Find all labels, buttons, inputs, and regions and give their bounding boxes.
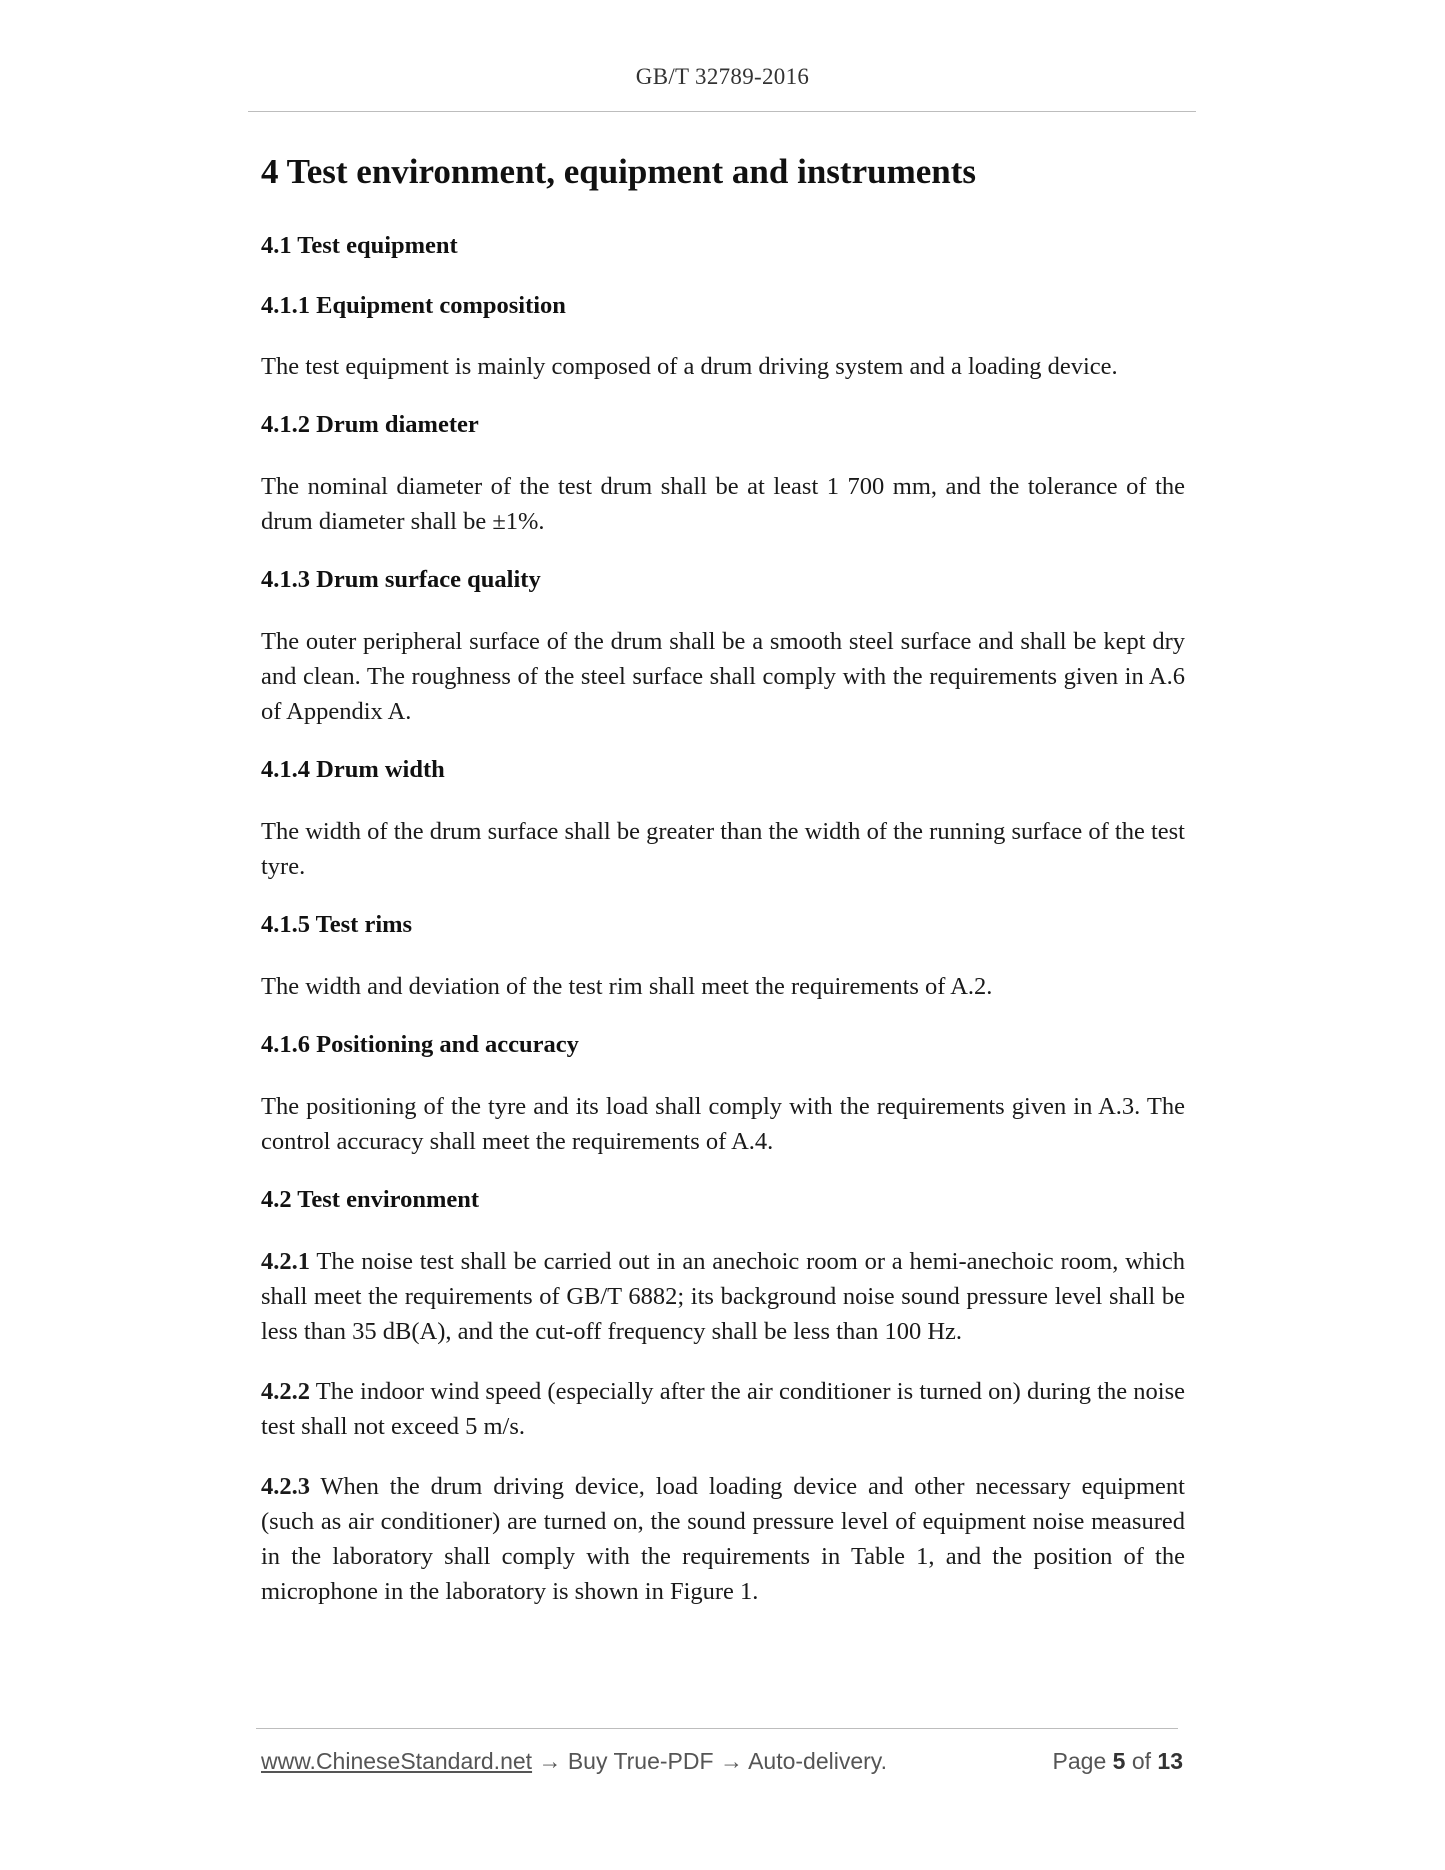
section-heading-4-1-5: 4.1.5 Test rims [261, 910, 413, 938]
section-text-4-1-1: The test equipment is mainly composed of a drum driving system and a loading device. [261, 353, 1118, 381]
clause-number: 4.2.2 [261, 1377, 310, 1405]
auto-delivery-text: Auto-delivery. [748, 1748, 887, 1774]
section-text-4-1-3: The outer peripheral surface of the drum shall be a smooth steel surface and shall be kept dry and clean. The roughness of the steel surface shall comply with the requirements given in A.6 of Appendix A. [261, 628, 1185, 726]
current-page-number: 5 [1112, 1748, 1126, 1774]
total-pages-number: 13 [1157, 1748, 1183, 1774]
page-word: Page [1052, 1748, 1107, 1774]
website-link[interactable]: www.ChineseStandard.net [261, 1748, 533, 1774]
clause-4-2-3 [261, 1469, 1185, 1609]
page-footer [261, 1748, 1183, 1780]
page-header-code: GB/T 32789-2016 [635, 64, 810, 89]
section-heading-4-1-4: 4.1.4 Drum width [261, 756, 445, 784]
clause-text: The indoor wind speed (especially after the air conditioner is turned on) during the noise test shall not exceed 5 m/s. [261, 1377, 1185, 1440]
header-divider [248, 111, 1196, 112]
clause-number: 4.2.3 [261, 1472, 310, 1500]
clause-text: The noise test shall be carried out in an anechoic room or a hemi-anechoic room, which shall meet the requirements of GB/T 6882; its background noise sound pressure level shall be less than 35 dB(A), and the cut-off frequency shall be less than 100 Hz. [261, 1247, 1185, 1345]
of-word: of [1131, 1748, 1152, 1774]
clause-number: 4.2.1 [261, 1247, 310, 1275]
document-body [261, 150, 1185, 1634]
clause-4-2-2 [261, 1374, 1185, 1444]
clause-text: When the drum driving device, load loading device and other necessary equipment (such as air conditioner) are turned on, the sound pressure level of equipment noise measured in the laboratory shall comply with the requirements in Table 1, and the position of the microphone in the laboratory is shown in Figure 1. [261, 1472, 1185, 1605]
clause-4-2-1 [261, 1244, 1185, 1349]
footer-divider [256, 1728, 1178, 1729]
chapter-title: 4 Test environment, equipment and instruments [261, 152, 977, 191]
footer-promo [261, 1748, 887, 1775]
section-heading-4-1-6: 4.1.6 Positioning and accuracy [261, 1030, 579, 1058]
section-heading-4-1-1: 4.1.1 Equipment composition [261, 291, 566, 319]
section-heading-4-2: 4.2 Test environment [261, 1185, 480, 1213]
section-text-4-1-5: The width and deviation of the test rim shall meet the requirements of A.2. [261, 972, 993, 1000]
section-heading-4-1-2: 4.1.2 Drum diameter [261, 411, 479, 439]
section-heading-4-1: 4.1 Test equipment [261, 231, 458, 259]
page-indicator [1053, 1748, 1183, 1775]
section-heading-4-1-3: 4.1.3 Drum surface quality [261, 566, 541, 594]
section-text-4-1-6: The positioning of the tyre and its load shall comply with the requirements given in A.3. The control accuracy shall meet the requirements of A.4. [261, 1092, 1185, 1155]
buy-pdf-text: Buy True-PDF [567, 1748, 714, 1774]
arrow-right-icon: → [538, 1748, 562, 1774]
section-text-4-1-4: The width of the drum surface shall be greater than the width of the running surface of the test tyre. [261, 817, 1185, 880]
section-text-4-1-2: The nominal diameter of the test drum shall be at least 1 700 mm, and the tolerance of the drum diameter shall be ±1%. [261, 473, 1185, 536]
arrow-right-icon: → [719, 1748, 743, 1774]
